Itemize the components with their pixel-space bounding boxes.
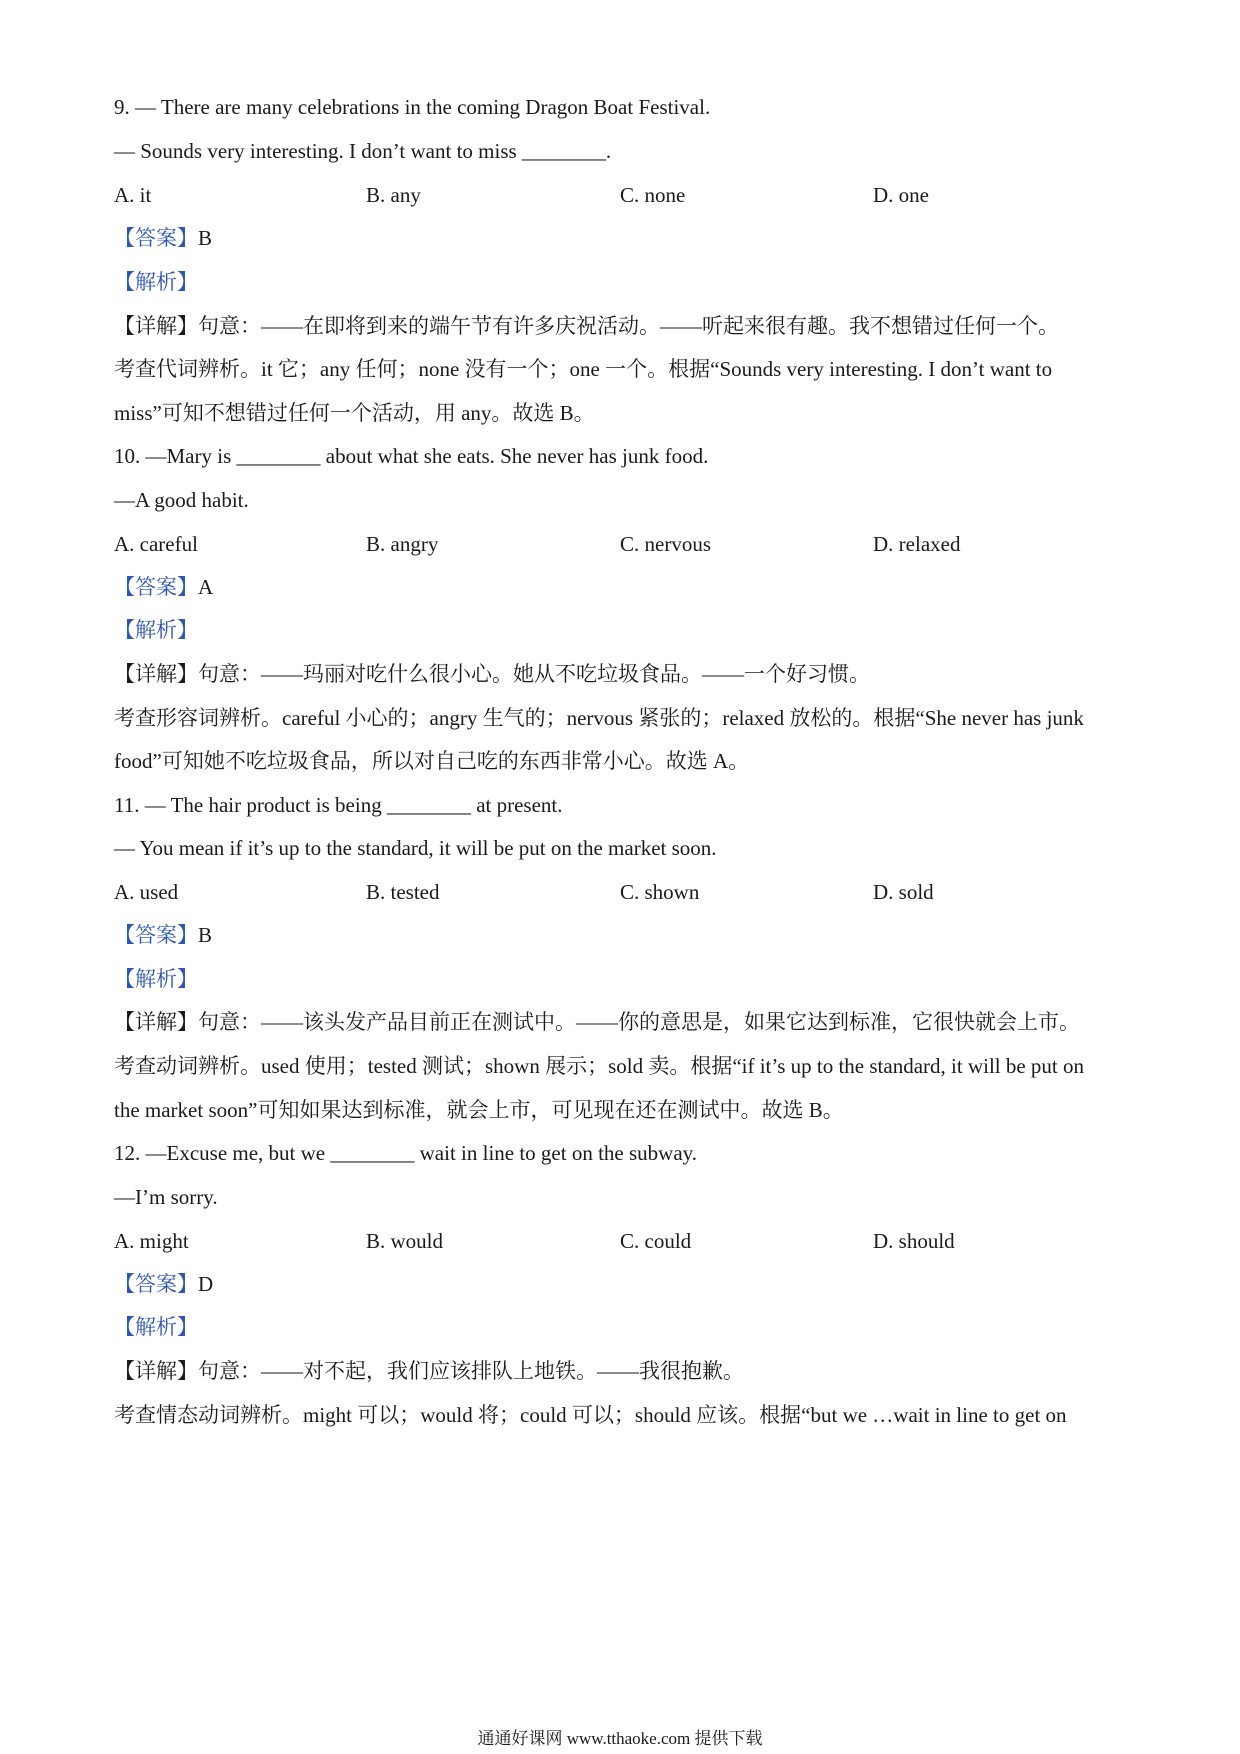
detail-line: 【详解】句意：——玛丽对吃什么很小心。她从不吃垃圾食品。——一个好习惯。 — [114, 662, 870, 686]
option-d: D. one — [873, 183, 929, 207]
option-b: B. any — [366, 183, 421, 207]
analysis-label: 【解析】 — [114, 1315, 198, 1339]
answer-value: B — [198, 923, 213, 947]
question-stem: 10. —Mary is ________ about what she eats. She never has junk food. — [114, 444, 709, 468]
question-reply: — You mean if it’s up to the standard, it will be put on the market soon. — [114, 836, 717, 860]
answer-label: 【答案】 — [114, 575, 198, 599]
answer-line — [114, 1269, 213, 1299]
option-c: C. nervous — [620, 532, 711, 556]
question-stem: 9. — There are many celebrations in the coming Dragon Boat Festival. — [114, 95, 711, 119]
question-stem: 12. —Excuse me, but we ________ wait in line to get on the subway. — [114, 1141, 698, 1165]
detail-line: the market soon”可知如果达到标准，就会上市，可见现在还在测试中。故选 B。 — [114, 1098, 844, 1122]
analysis-label: 【解析】 — [114, 618, 198, 642]
answer-value: B — [198, 226, 213, 250]
option-a: A. careful — [114, 532, 198, 556]
option-d: D. relaxed — [873, 532, 961, 556]
option-a: A. might — [114, 1229, 189, 1253]
detail-line: 考查情态动词辨析。might 可以；would 将；could 可以；should 应该。根据“but we …wait in line to get on — [114, 1403, 1067, 1427]
detail-line: 【详解】句意：——该头发产品目前正在测试中。——你的意思是，如果它达到标准，它很快就会上市。 — [114, 1010, 1080, 1034]
option-b: B. angry — [366, 532, 439, 556]
question-reply: —A good habit. — [114, 488, 249, 512]
option-c: C. none — [620, 183, 686, 207]
analysis-label: 【解析】 — [114, 967, 198, 991]
detail-line: 考查动词辨析。used 使用；tested 测试；shown 展示；sold 卖。根据“if it’s up to the standard, it will be put on — [114, 1054, 1085, 1078]
question-reply: —I’m sorry. — [114, 1185, 218, 1209]
question-reply: — Sounds very interesting. I don’t want to miss ________. — [114, 139, 612, 163]
answer-line — [114, 223, 212, 253]
page-footer: 通通好课网 www.tthaoke.com 提供下载 — [477, 1729, 763, 1748]
question-stem: 11. — The hair product is being ________ at present. — [114, 793, 563, 817]
option-d: D. should — [873, 1229, 955, 1253]
option-a: A. it — [114, 183, 152, 207]
detail-line: food”可知她不吃垃圾食品，所以对自己吃的东西非常小心。故选 A。 — [114, 749, 750, 773]
answer-label: 【答案】 — [114, 226, 198, 250]
answer-value: A — [198, 575, 214, 599]
option-d: D. sold — [873, 880, 934, 904]
answer-line — [114, 572, 213, 602]
option-a: A. used — [114, 880, 179, 904]
answer-line — [114, 920, 212, 950]
detail-line: miss”可知不想错过任何一个活动，用 any。故选 B。 — [114, 401, 595, 425]
option-c: C. shown — [620, 880, 700, 904]
analysis-label: 【解析】 — [114, 270, 198, 294]
option-b: B. tested — [366, 880, 440, 904]
detail-line: 【详解】句意：——在即将到来的端午节有许多庆祝活动。——听起来很有趣。我不想错过任何一个。 — [114, 314, 1059, 338]
answer-label: 【答案】 — [114, 923, 198, 947]
detail-line: 【详解】句意：——对不起，我们应该排队上地铁。——我很抱歉。 — [114, 1359, 744, 1383]
detail-line: 考查形容词辨析。careful 小心的；angry 生气的；nervous 紧张的；relaxed 放松的。根据“She never has junk — [114, 706, 1084, 730]
answer-label: 【答案】 — [114, 1272, 198, 1296]
answer-value: D — [198, 1272, 214, 1296]
detail-line: 考查代词辨析。it 它；any 任何；none 没有一个；one 一个。根据“Sounds very interesting. I don’t want to — [114, 357, 1053, 381]
option-b: B. would — [366, 1229, 444, 1253]
option-c: C. could — [620, 1229, 692, 1253]
